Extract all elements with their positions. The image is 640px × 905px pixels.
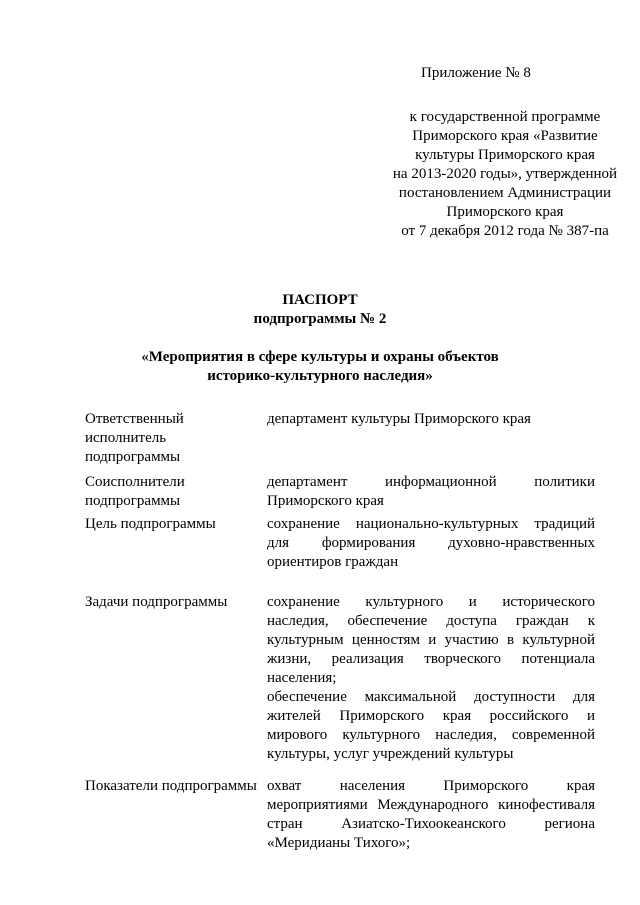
co-executors-label [85,473,260,511]
value-line: мероприятиями Международного кинофестиваля [267,797,595,813]
value-line: жизни, реализация творческого потенциала [267,651,595,667]
value-line: сохранение национально-культурных традиций [267,516,595,532]
label-line: Ответственный [85,411,184,427]
value-line: культурным ценностям и участию в культурной [267,632,595,648]
subtitle-line: «Мероприятия в сфере культуры и охраны объектов [141,349,499,365]
label-line: Цель подпрограммы [85,516,216,532]
value-line: стран Азиатско-Тихоокеанского региона [267,816,595,832]
value-line: мирового культурного наследия, современной [267,727,595,743]
appendix-ref-line: Приморского края [446,204,564,220]
value-line: ориентиров граждан [267,554,399,570]
title-line: ПАСПОРТ [282,292,358,308]
value-line: населения; [267,670,337,686]
goal-label [85,515,260,534]
indicators-value [267,777,595,853]
value-line: наследия, обеспечение доступа граждан к [267,613,595,629]
appendix-ref-line: на 2013-2020 годы», утвержденной [392,166,618,182]
value-line: охват населения Приморского края [267,778,595,794]
value-line: Приморского края [267,493,384,509]
label-line: подпрограммы [85,449,181,465]
appendix-label: Приложение № 8 [421,65,531,81]
responsible-executor-label [85,410,260,467]
appendix-ref-line: постановлением Администрации [398,185,612,201]
tasks-label [85,593,260,612]
subprogram-name [0,348,640,386]
label-line: Показатели подпрограммы [85,778,257,794]
goal-value [267,515,595,572]
co-executors-value [267,473,595,511]
value-line: департамент культуры Приморского края [267,411,531,427]
appendix-ref-line: к государственной программе [409,109,601,125]
value-line: жителей Приморского края российского и [267,708,595,724]
value-line: культуры, услуг учреждений культуры [267,746,514,762]
title-line: подпрограммы № 2 [253,311,387,327]
label-line: подпрограммы [85,493,181,509]
value-line: обеспечение максимальной доступности для [267,689,595,705]
appendix-reference [360,108,640,241]
value-line: «Меридианы Тихого»; [267,835,411,851]
value-line: департамент информационной политики [267,474,595,490]
value-line: сохранение культурного и исторического [267,594,595,610]
appendix-ref-line: Приморского края «Развитие [412,128,598,144]
label-line: Задачи подпрограммы [85,594,228,610]
appendix-ref-line: культуры Приморского края [415,147,595,163]
value-line: для формирования духовно-нравственных [267,535,595,551]
label-line: Соисполнители [85,474,185,490]
label-line: исполнитель [85,430,167,446]
indicators-label [85,777,260,796]
document-title [0,291,640,329]
tasks-value [267,593,595,764]
subtitle-line: историко-культурного наследия» [207,368,433,384]
appendix-ref-line: от 7 декабря 2012 года № 387-па [401,223,609,239]
responsible-executor-value [267,410,595,429]
